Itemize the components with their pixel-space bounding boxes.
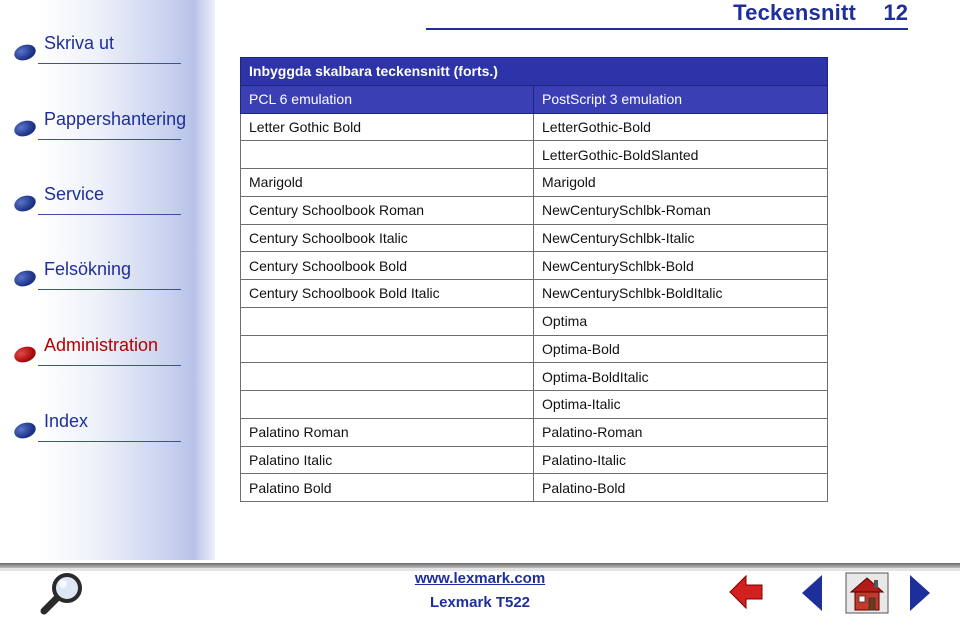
nav-underline xyxy=(38,365,181,366)
pcl-font-cell: Century Schoolbook Bold Italic xyxy=(241,280,534,308)
nav-bullet-icon xyxy=(12,268,38,289)
table-row xyxy=(241,307,828,335)
fonts-table xyxy=(240,57,828,502)
postscript-font-cell: Palatino-Roman xyxy=(534,418,828,446)
nav-bullet-icon xyxy=(12,193,38,214)
website-link[interactable]: www.lexmark.com xyxy=(414,570,546,587)
postscript-font-cell: Palatino-Bold xyxy=(534,474,828,502)
table-header-row xyxy=(241,85,828,113)
pcl-font-cell xyxy=(241,141,534,169)
table-row xyxy=(241,446,828,474)
pcl-font-cell xyxy=(241,307,534,335)
nav-bullet-icon xyxy=(12,344,38,365)
nav-item-label: Felsökning xyxy=(44,259,132,279)
table-row xyxy=(241,252,828,280)
postscript-font-cell: LetterGothic-BoldSlanted xyxy=(534,141,828,169)
nav-item-label: Skriva ut xyxy=(44,33,115,53)
nav-item-label: Administration xyxy=(44,335,159,355)
postscript-font-cell: NewCenturySchlbk-Italic xyxy=(534,224,828,252)
postscript-font-cell: Marigold xyxy=(534,169,828,197)
postscript-font-cell: Palatino-Italic xyxy=(534,446,828,474)
nav-underline xyxy=(38,139,181,140)
table-row xyxy=(241,280,828,308)
table-row xyxy=(241,113,828,141)
nav-item-label: Service xyxy=(44,184,105,204)
printer-model: Lexmark T522 xyxy=(429,594,531,611)
nav-item-2[interactable] xyxy=(0,109,200,149)
nav-item-label: Pappershantering xyxy=(44,109,187,129)
magnifier-icon[interactable] xyxy=(38,571,86,615)
pcl-font-cell: Letter Gothic Bold xyxy=(241,113,534,141)
postscript-font-cell: NewCenturySchlbk-Bold xyxy=(534,252,828,280)
pcl-font-cell xyxy=(241,391,534,419)
table-row xyxy=(241,418,828,446)
pcl-font-cell: Century Schoolbook Bold xyxy=(241,252,534,280)
table-row xyxy=(241,391,828,419)
nav-underline xyxy=(38,63,181,64)
pcl-font-cell: Marigold xyxy=(241,169,534,197)
sidebar-nav xyxy=(0,0,200,560)
nav-bullet-icon xyxy=(12,420,38,441)
page-number: 12 xyxy=(883,0,908,25)
postscript-font-cell: Optima-Italic xyxy=(534,391,828,419)
postscript-font-cell: NewCenturySchlbk-Roman xyxy=(534,196,828,224)
nav-underline xyxy=(38,289,181,290)
table-row xyxy=(241,224,828,252)
pcl-font-cell: Century Schoolbook Italic xyxy=(241,224,534,252)
table-row xyxy=(241,169,828,197)
table-title-row xyxy=(241,58,828,86)
nav-underline xyxy=(38,214,181,215)
postscript-font-cell: NewCenturySchlbk-BoldItalic xyxy=(534,280,828,308)
pcl-font-cell: Palatino Bold xyxy=(241,474,534,502)
postscript-font-cell: Optima-BoldItalic xyxy=(534,363,828,391)
postscript-font-cell: LetterGothic-Bold xyxy=(534,113,828,141)
pcl-font-cell xyxy=(241,363,534,391)
page-title: Teckensnitt xyxy=(733,0,856,25)
table-row xyxy=(241,141,828,169)
next-page-icon[interactable] xyxy=(908,574,932,612)
column-header-postscript: PostScript 3 emulation xyxy=(534,85,828,113)
home-icon[interactable] xyxy=(845,572,889,614)
table-row xyxy=(241,335,828,363)
postscript-font-cell: Optima-Bold xyxy=(534,335,828,363)
nav-item-4[interactable] xyxy=(0,259,200,299)
nav-item-3[interactable] xyxy=(0,184,200,224)
nav-bullet-icon xyxy=(12,42,38,63)
pcl-font-cell xyxy=(241,335,534,363)
nav-item-6[interactable] xyxy=(0,411,200,451)
pcl-font-cell: Century Schoolbook Roman xyxy=(241,196,534,224)
column-header-pcl: PCL 6 emulation xyxy=(241,85,534,113)
nav-item-1[interactable] xyxy=(0,33,200,73)
nav-item-5[interactable] xyxy=(0,335,200,375)
header-divider xyxy=(426,28,908,30)
nav-bullet-icon xyxy=(12,118,38,139)
table-row xyxy=(241,196,828,224)
pcl-font-cell: Palatino Roman xyxy=(241,418,534,446)
table-title: Inbyggda skalbara teckensnitt (forts.) xyxy=(241,58,828,86)
back-arrow-icon[interactable] xyxy=(728,574,764,610)
nav-underline xyxy=(38,441,181,442)
postscript-font-cell: Optima xyxy=(534,307,828,335)
table-row xyxy=(241,474,828,502)
nav-item-label: Index xyxy=(44,411,89,431)
pcl-font-cell: Palatino Italic xyxy=(241,446,534,474)
previous-page-icon[interactable] xyxy=(800,574,824,612)
table-row xyxy=(241,363,828,391)
